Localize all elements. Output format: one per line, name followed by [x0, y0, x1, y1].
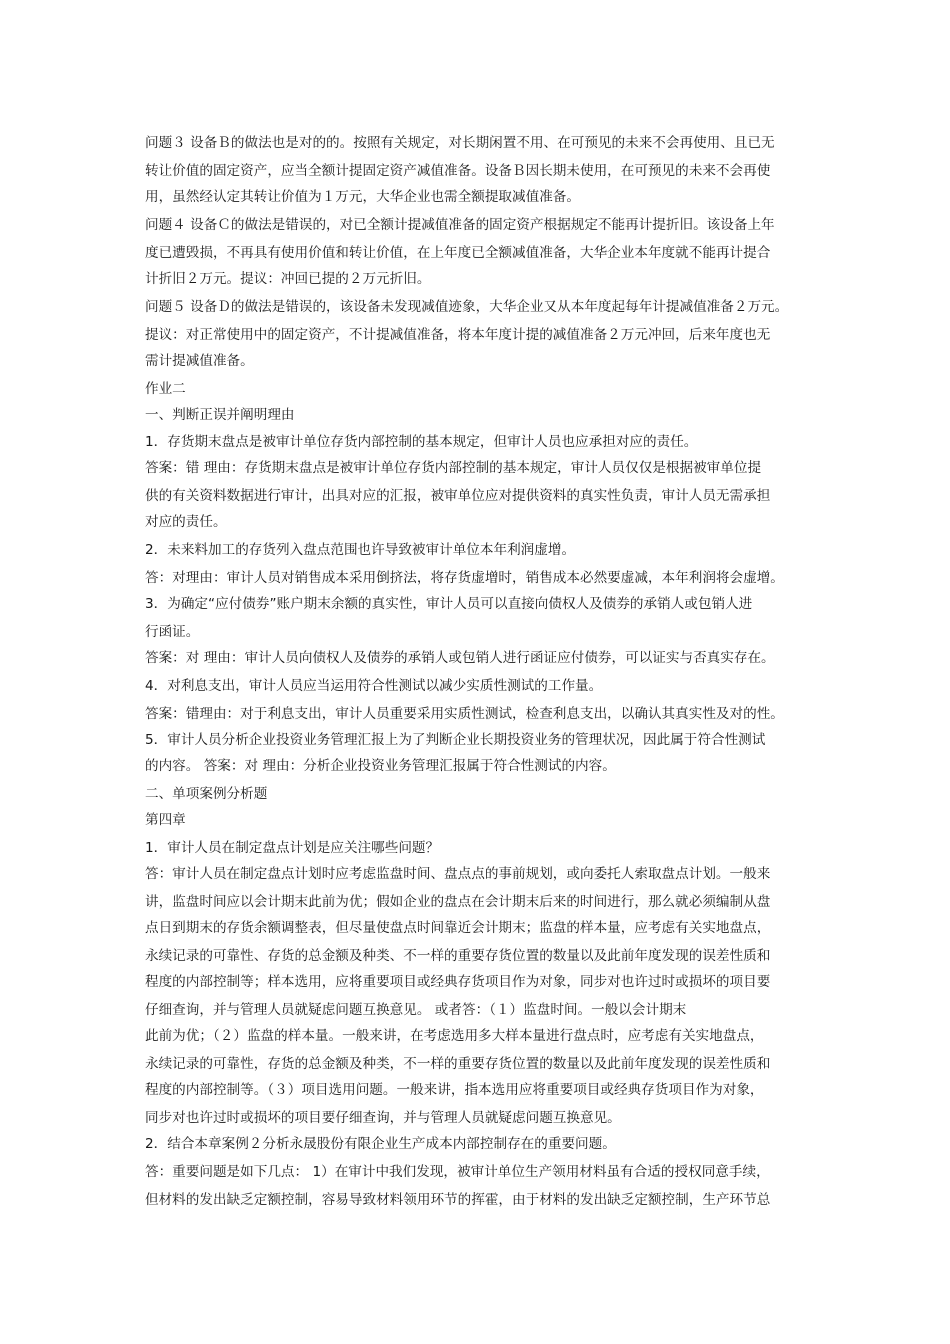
text-line: 点日到期末的存货余额调整表，但尽量使盘点时间靠近会计期末；监盘的样本量，应考虑有关实地盘点，	[145, 920, 771, 936]
text-line: 4．对利息支出，审计人员应当运用符合性测试以减少实质性测试的工作量。	[145, 678, 603, 694]
text-line: 答案：错理由：对于利息支出，审计人员重要采用实质性测试，检查利息支出，以确认其真实性及对的性。	[145, 706, 784, 722]
text-line: 但材料的发出缺乏定额控制，容易导致材料领用环节的挥霍，由于材料的发出缺乏定额控制，生产环节总	[145, 1192, 771, 1208]
text-line: 第四章	[145, 812, 186, 828]
text-line: 仔细查询，并与管理人员就疑虑问题互换意见。 或者答：（１）监盘时间。一般以会计期末	[145, 1002, 687, 1018]
text-line: 二、单项案例分析题	[145, 786, 268, 802]
text-line: 永续记录的可靠性、存货的总金额及种类、不一样的重要存货位置的数量以及此前年度发现的误差性质和	[145, 948, 771, 964]
text-line: 答案：错 理由：存货期末盘点是被审计单位存货内部控制的基本规定，审计人员仅仅是根据被审单位提	[145, 460, 762, 476]
text-line: 此前为优；（２）监盘的样本量。一般来讲，在考虑选用多大样本量进行盘点时，应考虑有关实地盘点，	[145, 1028, 764, 1044]
text-line: 计折旧２万元。提议：冲回已提的２万元折旧。	[145, 271, 431, 287]
text-line: 3．为确定“应付债券”账户期末余额的真实性，审计人员可以直接向债权人及债券的承销人或包销人进	[145, 596, 753, 612]
text-line: 2．未来料加工的存货列入盘点范围也许导致被审计单位本年利润虚增。	[145, 542, 576, 558]
text-line: 1．存货期末盘点是被审计单位存货内部控制的基本规定，但审计人员也应承担对应的责任。	[145, 434, 698, 450]
text-line: 行函证。	[145, 624, 200, 640]
text-line: 同步对也许过时或损坏的项目要仔细查询，并与管理人员就疑虑问题互换意见。	[145, 1110, 621, 1126]
text-line: 问题５ 设备Ｄ的做法是错误的，该设备未发现减值迹象，大华企业又从本年度起每年计提减值准备２万元。	[145, 299, 789, 315]
text-line: 答：重要问题是如下几点： 1）在审计中我们发现，被审计单位生产领用材料虽有合适的授权同意手续，	[145, 1164, 770, 1180]
text-line: 2．结合本章案例２分析永晟股份有限企业生产成本内部控制存在的重要问题。	[145, 1136, 616, 1152]
text-line: 问题４ 设备Ｃ的做法是错误的，对已全额计提减值准备的固定资产根据规定不能再计提折旧。该设备上年	[145, 217, 775, 233]
text-line: 度已遭毁损，不再具有使用价值和转让价值，在上年度已全额减值准备，大华企业本年度就不能再计提合	[145, 245, 771, 261]
text-line: 转让价值的固定资产，应当全额计提固定资产减值准备。设备Ｂ因长期未使用，在可预见的未来不会再使	[145, 163, 771, 179]
text-line: 需计提减值准备。	[145, 353, 254, 369]
text-line: 作业二	[145, 381, 186, 397]
text-line: 讲，监盘时间应以会计期末此前为优；假如企业的盘点在会计期末后来的时间进行，那么就必须编制从盘	[145, 894, 771, 910]
text-line: 供的有关资料数据进行审计，出具对应的汇报，被审单位应对提供资料的真实性负责，审计人员无需承担	[145, 488, 771, 504]
text-line: 永续记录的可靠性，存货的总金额及种类，不一样的重要存货位置的数量以及此前年度发现的误差性质和	[145, 1056, 771, 1072]
text-line: 提议：对正常使用中的固定资产，不计提减值准备，将本年度计提的减值准备２万元冲回，后来年度也无	[145, 327, 771, 343]
text-line: 程度的内部控制等。（３）项目选用问题。一般来讲，指本选用应将重要项目或经典存货项目作为对象，	[145, 1082, 764, 1098]
text-line: 5．审计人员分析企业投资业务管理汇报上为了判断企业长期投资业务的管理状况，因此属于符合性测试	[145, 732, 766, 748]
text-line: 问题３ 设备Ｂ的做法也是对的的。按照有关规定，对长期闲置不用、在可预见的未来不会再使用、且已无	[145, 135, 775, 151]
text-line: 一、判断正误并阐明理由	[145, 407, 295, 423]
text-line: 答：审计人员在制定盘点计划时应考虑监盘时间、盘点点的事前规划，或向委托人索取盘点计划。一般来	[145, 866, 771, 882]
text-line: 用，虽然经认定其转让价值为１万元，大华企业也需全额提取减值准备。	[145, 189, 580, 205]
text-line: 1．审计人员在制定盘点计划是应关注哪些问题？	[145, 840, 440, 856]
text-line: 的内容。 答案：对 理由：分析企业投资业务管理汇报属于符合性测试的内容。	[145, 758, 616, 774]
text-line: 对应的责任。	[145, 514, 227, 530]
text-line: 答：对理由：审计人员对销售成本采用倒挤法，将存货虚增时，销售成本必然要虚减，本年利润将会虚增。	[145, 570, 784, 586]
text-line: 答案：对 理由：审计人员向债权人及债券的承销人或包销人进行函证应付债券，可以证实与否真实存在。	[145, 650, 775, 666]
text-line: 程度的内部控制等；样本选用，应将重要项目或经典存货项目作为对象，同步对也许过时或损坏的项目要	[145, 974, 771, 990]
